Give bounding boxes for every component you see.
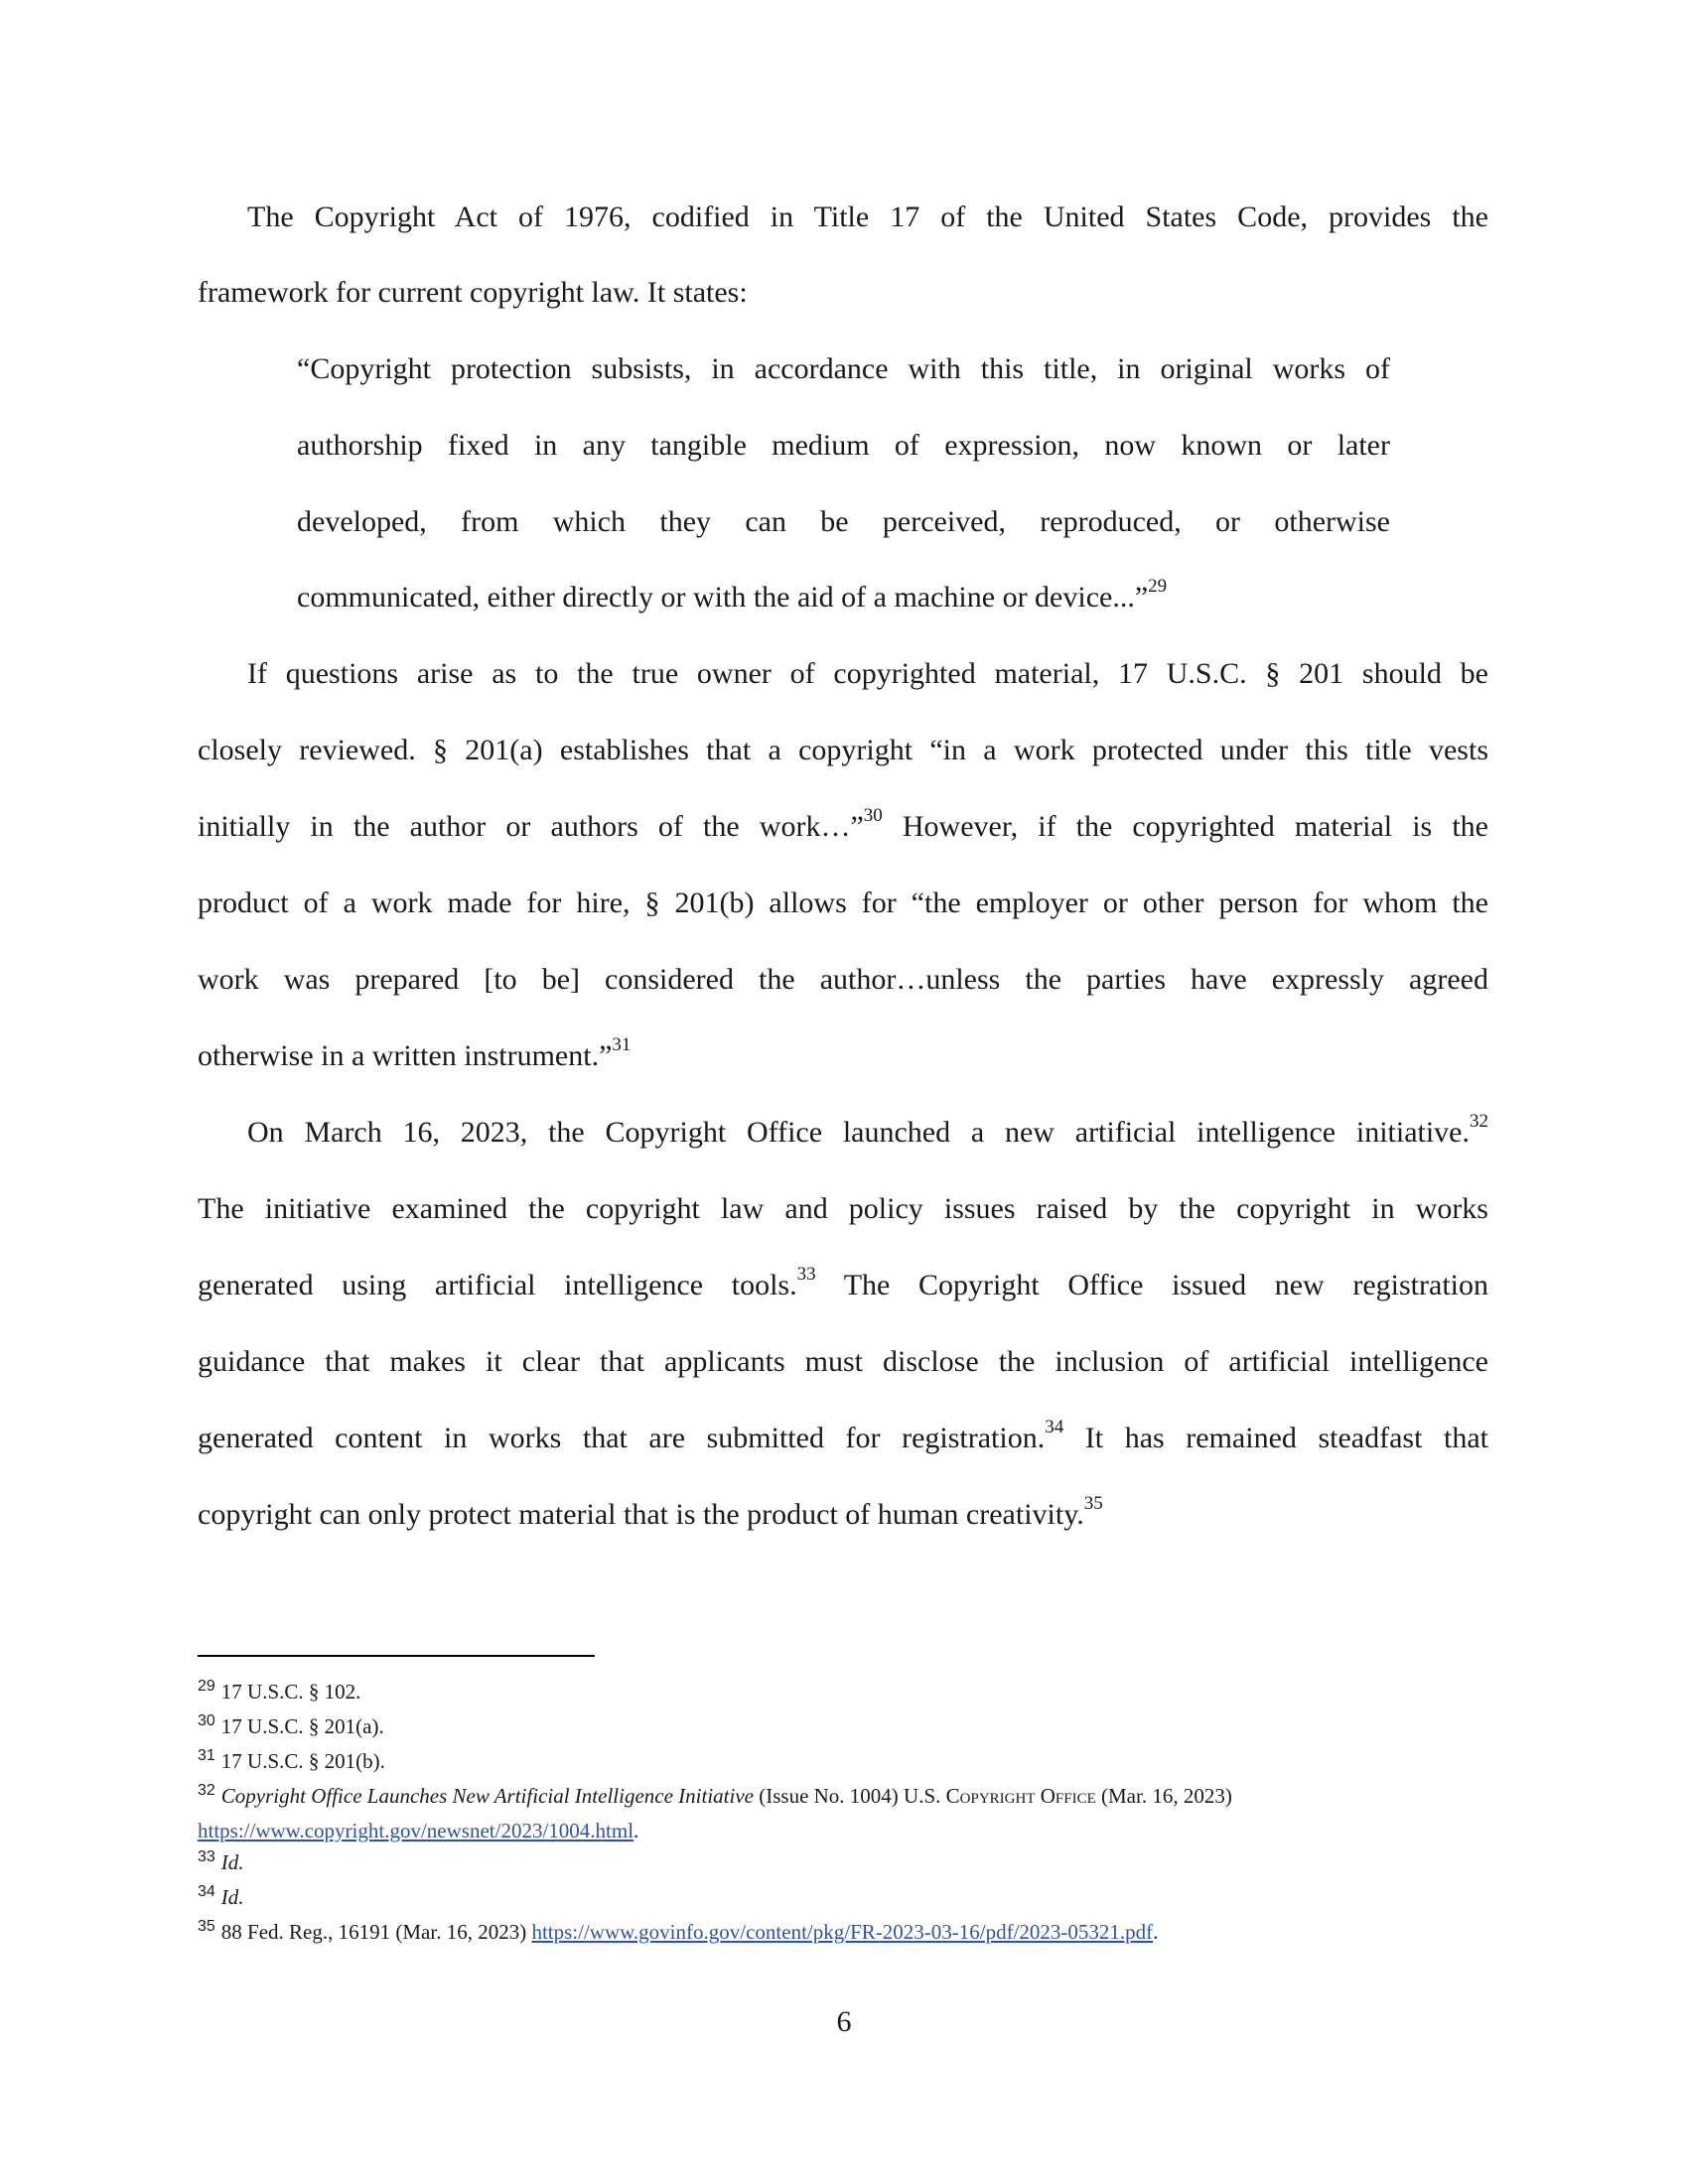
footnote-ref: 30 bbox=[863, 805, 883, 826]
footnote-32-continued bbox=[198, 1815, 1488, 1846]
footnote-number: 30 bbox=[198, 1712, 215, 1729]
footnote-31 bbox=[198, 1745, 1488, 1780]
paragraph-line bbox=[198, 1094, 1488, 1170]
paragraph-line: If questions arise as to the true owner of copyrighted material, 17 U.S.C. § 201 should be bbox=[247, 657, 1488, 690]
footnote-ref: 31 bbox=[612, 1034, 632, 1055]
footnote-ref: 33 bbox=[796, 1264, 816, 1285]
footnote-link[interactable]: https://www.govinfo.gov/content/pkg/FR-2023-03-16/pdf/2023-05321.pdf bbox=[531, 1920, 1154, 1944]
paragraph-text: generated content in works that are submitted for registration. bbox=[198, 1422, 1046, 1454]
quote-line bbox=[297, 559, 1167, 635]
quote-text: communicated, either directly or with the aid of a machine or device...” bbox=[297, 581, 1149, 614]
paragraph-line: framework for current copyright law. It states: bbox=[198, 276, 748, 309]
paragraph-text: On March 16, 2023, the Copyright Office launched a new artificial intelligence initiative. bbox=[247, 1116, 1470, 1149]
footnote-ref: 34 bbox=[1045, 1417, 1064, 1437]
footnote-ref: 35 bbox=[1083, 1493, 1103, 1514]
footnote-title: Copyright Office Launches New Artificial Intelligence Initiative bbox=[220, 1784, 754, 1808]
paragraph-line bbox=[198, 788, 1488, 865]
footnote-number: 35 bbox=[198, 1918, 215, 1935]
paragraph-text: However, if the copyrighted material is the bbox=[882, 810, 1488, 843]
footnotes bbox=[198, 1676, 1488, 1951]
footnote-number: 33 bbox=[198, 1848, 215, 1865]
paragraph-text: initially in the author or authors of the work…” bbox=[198, 810, 864, 843]
footnote-number: 34 bbox=[198, 1883, 215, 1900]
paragraph-line: The initiative examined the copyright law and policy issues raised by the copyright in works bbox=[198, 1192, 1488, 1225]
footnote-number: 29 bbox=[198, 1678, 215, 1695]
footnote-end: . bbox=[633, 1819, 639, 1843]
footnote-text: 17 U.S.C. § 201(b). bbox=[220, 1749, 385, 1773]
paragraph-line bbox=[198, 1476, 1103, 1553]
footnote-link[interactable]: https://www.copyright.gov/newsnet/2023/1004.html bbox=[198, 1819, 634, 1843]
footnote-32 bbox=[198, 1780, 1488, 1815]
footnote-ref: 32 bbox=[1470, 1111, 1488, 1132]
footnote-33 bbox=[198, 1846, 1488, 1881]
footnote-separator bbox=[198, 1655, 595, 1657]
footnote-text: 17 U.S.C. § 102. bbox=[220, 1680, 361, 1704]
footnote-text: 17 U.S.C. § 201(a). bbox=[220, 1714, 384, 1738]
footnote-35 bbox=[198, 1916, 1488, 1951]
quote-line: developed, from which they can be perceived, reproduced, or otherwise bbox=[297, 505, 1390, 538]
footnote-text: Id. bbox=[220, 1850, 244, 1874]
footnote-29 bbox=[198, 1676, 1488, 1710]
paragraph-line bbox=[198, 1247, 1488, 1323]
footnote-date: (Mar. 16, 2023) bbox=[1095, 1784, 1232, 1808]
footnote-34 bbox=[198, 1881, 1488, 1916]
paragraph-text: otherwise in a written instrument.” bbox=[198, 1039, 613, 1072]
footnote-end: . bbox=[1153, 1920, 1159, 1944]
paragraph-text: It has remained steadfast that bbox=[1063, 1422, 1488, 1454]
footnote-number: 31 bbox=[198, 1747, 215, 1764]
footnote-number: 32 bbox=[198, 1782, 215, 1799]
footnote-ref: 29 bbox=[1148, 576, 1168, 597]
footnote-text: (Issue No. 1004) U.S. bbox=[753, 1784, 946, 1808]
paragraph-text: The Copyright Office issued new registration bbox=[815, 1269, 1488, 1301]
paragraph-line: product of a work made for hire, § 201(b) allows for “the employer or other person for whom the bbox=[198, 887, 1488, 919]
quote-line: authorship fixed in any tangible medium of expression, now known or later bbox=[297, 429, 1390, 462]
footnote-source: Copyright Office bbox=[945, 1784, 1096, 1808]
paragraph-line: closely reviewed. § 201(a) establishes that a copyright “in a work protected under this title vests bbox=[198, 734, 1488, 766]
paragraph-text: generated using artificial intelligence tools. bbox=[198, 1269, 797, 1301]
footnote-text: 88 Fed. Reg., 16191 (Mar. 16, 2023) bbox=[220, 1920, 532, 1944]
paragraph-line: The Copyright Act of 1976, codified in Title 17 of the United States Code, provides the bbox=[247, 201, 1488, 233]
footnote-text: Id. bbox=[220, 1885, 244, 1909]
footnote-30 bbox=[198, 1710, 1488, 1745]
paragraph-line: work was prepared [to be] considered the author…unless the parties have expressly agreed bbox=[198, 963, 1488, 996]
paragraph-line: guidance that makes it clear that applicants must disclose the inclusion of artificial intelligence bbox=[198, 1345, 1488, 1378]
quote-line: “Copyright protection subsists, in accordance with this title, in original works of bbox=[297, 352, 1390, 385]
paragraph-line bbox=[198, 1400, 1488, 1476]
paragraph-text: copyright can only protect material that is the product of human creativity. bbox=[198, 1498, 1084, 1531]
paragraph-line bbox=[198, 1018, 631, 1094]
page-number: 6 bbox=[836, 2005, 852, 2038]
